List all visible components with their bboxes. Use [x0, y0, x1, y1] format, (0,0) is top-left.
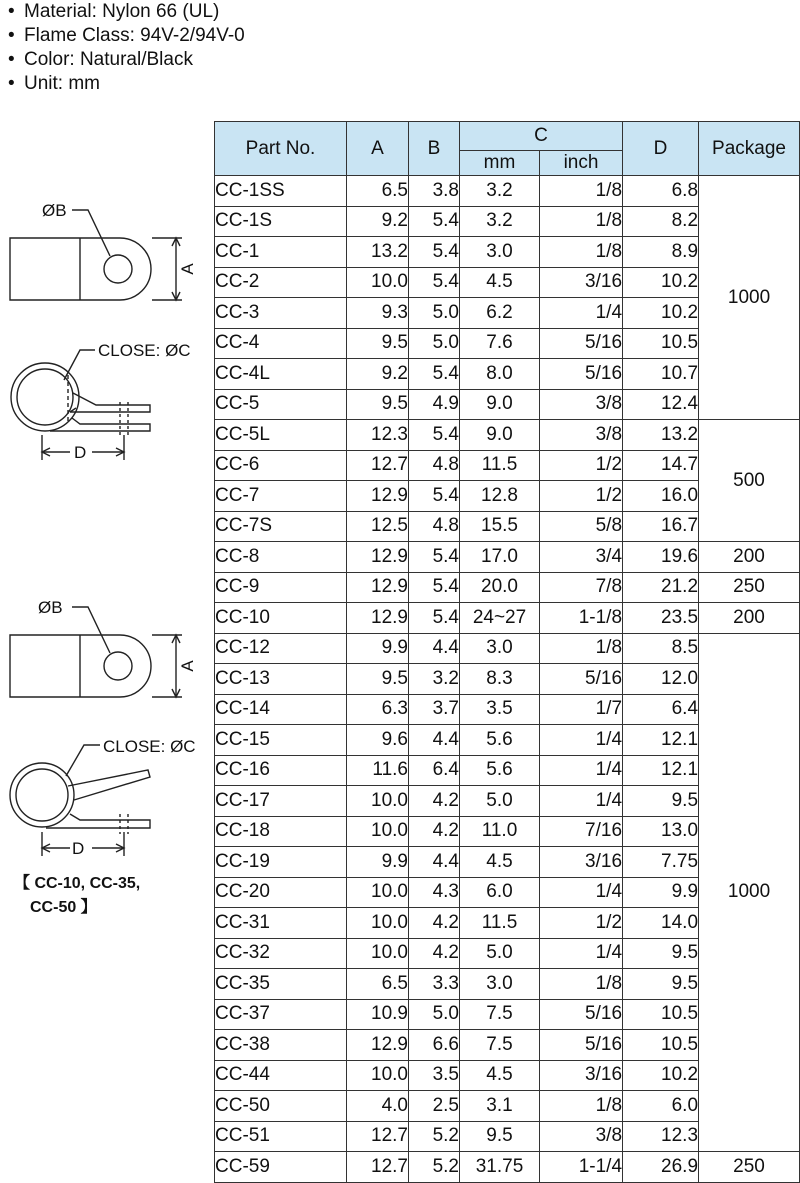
cell-part-no: CC-50 [215, 1091, 347, 1122]
header-a: A [347, 122, 409, 176]
cell-package: 1000 [699, 176, 800, 420]
cell-c-inch: 1/4 [540, 938, 623, 969]
cell-a: 12.9 [347, 603, 409, 634]
cell-c-mm: 8.0 [460, 359, 540, 390]
cell-b: 5.4 [409, 237, 460, 268]
cell-package: 200 [699, 542, 800, 573]
cell-a: 9.5 [347, 389, 409, 420]
table-row [215, 633, 800, 664]
header-b: B [409, 122, 460, 176]
cell-part-no: CC-37 [215, 999, 347, 1030]
spec-item: • Unit: mm [8, 73, 100, 94]
cell-c-inch: 5/16 [540, 999, 623, 1030]
cell-a: 12.3 [347, 420, 409, 451]
cell-c-inch: 1/8 [540, 206, 623, 237]
cell-d: 23.5 [623, 603, 699, 634]
cell-b: 4.4 [409, 725, 460, 756]
cell-b: 3.5 [409, 1060, 460, 1091]
cell-c-inch: 5/16 [540, 359, 623, 390]
cell-b: 3.2 [409, 664, 460, 695]
cell-part-no: CC-38 [215, 1030, 347, 1061]
cell-d: 21.2 [623, 572, 699, 603]
cell-d: 7.75 [623, 847, 699, 878]
spec-item: • Flame Class: 94V-2/94V-0 [8, 25, 245, 46]
cell-c-mm: 15.5 [460, 511, 540, 542]
cell-d: 12.4 [623, 389, 699, 420]
cell-a: 12.9 [347, 542, 409, 573]
cell-d: 10.2 [623, 1060, 699, 1091]
label-a: A [178, 660, 197, 672]
cell-a: 9.9 [347, 633, 409, 664]
cell-c-mm: 3.5 [460, 694, 540, 725]
cell-a: 12.7 [347, 1121, 409, 1152]
cell-a: 6.3 [347, 694, 409, 725]
cell-b: 5.0 [409, 298, 460, 329]
cell-a: 10.9 [347, 999, 409, 1030]
cell-b: 6.4 [409, 755, 460, 786]
cell-d: 8.9 [623, 237, 699, 268]
cell-d: 12.1 [623, 755, 699, 786]
cell-c-inch: 1/2 [540, 450, 623, 481]
cell-a: 11.6 [347, 755, 409, 786]
cell-c-mm: 3.0 [460, 969, 540, 1000]
cell-c-inch: 3/8 [540, 1121, 623, 1152]
cell-part-no: CC-18 [215, 816, 347, 847]
cell-a: 9.2 [347, 359, 409, 390]
cell-c-mm: 9.5 [460, 1121, 540, 1152]
cell-b: 3.7 [409, 694, 460, 725]
cell-c-mm: 20.0 [460, 572, 540, 603]
cell-d: 10.5 [623, 1030, 699, 1061]
cell-b: 5.4 [409, 542, 460, 573]
cell-package: 200 [699, 603, 800, 634]
cell-b: 4.3 [409, 877, 460, 908]
cell-c-inch: 1/8 [540, 176, 623, 207]
cell-part-no: CC-13 [215, 664, 347, 695]
cell-package: 500 [699, 420, 800, 542]
cell-c-mm: 5.0 [460, 786, 540, 817]
cell-d: 6.4 [623, 694, 699, 725]
cell-part-no: CC-10 [215, 603, 347, 634]
cell-d: 12.0 [623, 664, 699, 695]
cell-part-no: CC-4 [215, 328, 347, 359]
cell-c-mm: 11.5 [460, 450, 540, 481]
cell-part-no: CC-2 [215, 267, 347, 298]
bullet: • [8, 73, 15, 94]
cell-a: 10.0 [347, 877, 409, 908]
clamp-drawing [0, 588, 205, 868]
cell-a: 13.2 [347, 237, 409, 268]
cell-c-mm: 4.5 [460, 267, 540, 298]
cell-package: 1000 [699, 633, 800, 1152]
cell-c-mm: 8.3 [460, 664, 540, 695]
cell-package: 250 [699, 572, 800, 603]
cell-part-no: CC-31 [215, 908, 347, 939]
cell-b: 5.2 [409, 1121, 460, 1152]
clamp-loop [11, 363, 79, 431]
cell-d: 19.6 [623, 542, 699, 573]
cell-d: 10.5 [623, 999, 699, 1030]
cell-b: 4.2 [409, 908, 460, 939]
cell-a: 9.5 [347, 664, 409, 695]
table-row [215, 572, 800, 603]
cell-c-inch: 3/16 [540, 1060, 623, 1091]
cell-c-mm: 6.0 [460, 877, 540, 908]
cell-d: 8.5 [623, 633, 699, 664]
cell-part-no: CC-3 [215, 298, 347, 329]
cell-b: 5.4 [409, 206, 460, 237]
cell-b: 5.4 [409, 359, 460, 390]
cell-part-no: CC-7S [215, 511, 347, 542]
cell-b: 5.4 [409, 603, 460, 634]
cell-a: 9.5 [347, 328, 409, 359]
label-close: CLOSE: ØC [103, 737, 196, 756]
cell-c-mm: 24~27 [460, 603, 540, 634]
cell-c-mm: 3.0 [460, 237, 540, 268]
cell-part-no: CC-59 [215, 1152, 347, 1183]
cell-a: 10.0 [347, 267, 409, 298]
cell-part-no: CC-16 [215, 755, 347, 786]
cell-a: 12.5 [347, 511, 409, 542]
cell-c-inch: 3/8 [540, 420, 623, 451]
cell-a: 6.5 [347, 969, 409, 1000]
cell-part-no: CC-14 [215, 694, 347, 725]
table-row [215, 176, 800, 207]
cell-part-no: CC-9 [215, 572, 347, 603]
cell-b: 5.2 [409, 1152, 460, 1183]
table-row [215, 603, 800, 634]
cell-a: 12.9 [347, 1030, 409, 1061]
diagram-caption: 【 CC-10, CC-35, CC-50 】 [14, 875, 141, 916]
cell-a: 12.7 [347, 1152, 409, 1183]
cell-d: 12.1 [623, 725, 699, 756]
label-a: A [178, 263, 197, 275]
cell-c-inch: 1-1/8 [540, 603, 623, 634]
cell-b: 4.2 [409, 816, 460, 847]
cell-b: 4.4 [409, 633, 460, 664]
cell-part-no: CC-1 [215, 237, 347, 268]
cell-d: 9.5 [623, 938, 699, 969]
cell-c-inch: 1/2 [540, 908, 623, 939]
mounting-hole [104, 255, 132, 283]
cell-c-mm: 17.0 [460, 542, 540, 573]
cell-d: 14.0 [623, 908, 699, 939]
cell-a: 10.0 [347, 908, 409, 939]
cell-b: 3.3 [409, 969, 460, 1000]
clamp-diagram-large [0, 588, 205, 868]
spec-list [8, 0, 245, 96]
cell-b: 2.5 [409, 1091, 460, 1122]
cell-c-inch: 5/16 [540, 1030, 623, 1061]
header-c: C [460, 122, 623, 151]
cell-b: 5.4 [409, 267, 460, 298]
cell-b: 5.0 [409, 999, 460, 1030]
cell-d: 14.7 [623, 450, 699, 481]
cell-c-inch: 1/4 [540, 725, 623, 756]
cell-a: 9.2 [347, 206, 409, 237]
cell-a: 9.6 [347, 725, 409, 756]
label-d: D [72, 839, 85, 858]
cell-c-mm: 5.6 [460, 755, 540, 786]
cell-d: 9.9 [623, 877, 699, 908]
cell-d: 10.7 [623, 359, 699, 390]
label-b: ØB [38, 598, 63, 617]
cell-b: 3.8 [409, 176, 460, 207]
cell-a: 6.5 [347, 176, 409, 207]
cell-b: 4.2 [409, 938, 460, 969]
cell-c-inch: 3/16 [540, 847, 623, 878]
cell-b: 5.4 [409, 572, 460, 603]
label-b: ØB [42, 201, 67, 220]
cell-d: 10.2 [623, 267, 699, 298]
cell-c-mm: 7.5 [460, 1030, 540, 1061]
mounting-hole [104, 652, 132, 680]
header-c-mm: mm [460, 151, 540, 176]
table-row [215, 542, 800, 573]
table-row [215, 420, 800, 451]
cell-part-no: CC-35 [215, 969, 347, 1000]
cell-c-inch: 7/16 [540, 816, 623, 847]
cell-a: 12.9 [347, 572, 409, 603]
header-package: Package [699, 122, 800, 176]
cell-part-no: CC-1SS [215, 176, 347, 207]
cell-part-no: CC-32 [215, 938, 347, 969]
cell-c-inch: 1/4 [540, 877, 623, 908]
cell-c-mm: 3.2 [460, 206, 540, 237]
table-body [215, 176, 800, 1183]
cell-c-mm: 7.5 [460, 999, 540, 1030]
cell-b: 5.4 [409, 481, 460, 512]
cell-c-mm: 11.5 [460, 908, 540, 939]
cell-a: 10.0 [347, 938, 409, 969]
cell-c-mm: 4.5 [460, 1060, 540, 1091]
cell-d: 9.5 [623, 969, 699, 1000]
cell-part-no: CC-17 [215, 786, 347, 817]
cell-b: 4.9 [409, 389, 460, 420]
cell-b: 6.6 [409, 1030, 460, 1061]
cell-c-mm: 3.0 [460, 633, 540, 664]
header-d: D [623, 122, 699, 176]
clamp-drawing [0, 190, 205, 470]
cell-d: 16.7 [623, 511, 699, 542]
cell-a: 4.0 [347, 1091, 409, 1122]
cell-c-inch: 1/8 [540, 633, 623, 664]
header-part-no: Part No. [215, 122, 347, 176]
cell-c-mm: 7.6 [460, 328, 540, 359]
cell-c-inch: 1/4 [540, 755, 623, 786]
cell-package: 250 [699, 1152, 800, 1183]
cell-c-mm: 6.2 [460, 298, 540, 329]
cell-c-mm: 4.5 [460, 847, 540, 878]
cell-d: 9.5 [623, 786, 699, 817]
cell-c-inch: 1/2 [540, 481, 623, 512]
cell-c-inch: 1/8 [540, 1091, 623, 1122]
cell-d: 26.9 [623, 1152, 699, 1183]
cell-a: 9.3 [347, 298, 409, 329]
cell-d: 13.2 [623, 420, 699, 451]
cell-part-no: CC-51 [215, 1121, 347, 1152]
cell-c-inch: 3/8 [540, 389, 623, 420]
cell-b: 4.4 [409, 847, 460, 878]
cell-part-no: CC-5 [215, 389, 347, 420]
spec-item: • Material: Nylon 66 (UL) [8, 1, 220, 22]
cell-c-mm: 5.0 [460, 938, 540, 969]
clamp-loop [10, 763, 74, 827]
cell-d: 6.0 [623, 1091, 699, 1122]
label-d: D [74, 443, 87, 462]
cell-c-mm: 9.0 [460, 420, 540, 451]
cell-c-inch: 3/16 [540, 267, 623, 298]
cell-c-inch: 3/4 [540, 542, 623, 573]
cell-c-inch: 5/16 [540, 328, 623, 359]
cell-part-no: CC-8 [215, 542, 347, 573]
cell-part-no: CC-20 [215, 877, 347, 908]
cell-b: 4.2 [409, 786, 460, 817]
cell-part-no: CC-6 [215, 450, 347, 481]
cell-part-no: CC-1S [215, 206, 347, 237]
cell-c-mm: 11.0 [460, 816, 540, 847]
header-c-inch: inch [540, 151, 623, 176]
cell-d: 10.2 [623, 298, 699, 329]
cell-part-no: CC-5L [215, 420, 347, 451]
cell-a: 9.9 [347, 847, 409, 878]
cell-c-mm: 12.8 [460, 481, 540, 512]
cell-part-no: CC-44 [215, 1060, 347, 1091]
bullet: • [8, 25, 15, 46]
cell-b: 5.0 [409, 328, 460, 359]
cell-part-no: CC-15 [215, 725, 347, 756]
cell-b: 5.4 [409, 420, 460, 451]
cell-c-inch: 5/16 [540, 664, 623, 695]
cell-c-inch: 5/8 [540, 511, 623, 542]
cell-c-mm: 31.75 [460, 1152, 540, 1183]
cell-a: 12.9 [347, 481, 409, 512]
cell-d: 6.8 [623, 176, 699, 207]
spec-item: • Color: Natural/Black [8, 49, 193, 70]
cell-c-inch: 1-1/4 [540, 1152, 623, 1183]
cell-d: 8.2 [623, 206, 699, 237]
cell-b: 4.8 [409, 511, 460, 542]
bullet: • [8, 1, 15, 22]
label-close: CLOSE: ØC [98, 341, 191, 360]
cell-c-mm: 9.0 [460, 389, 540, 420]
clamp-diagram-standard [0, 190, 205, 470]
cell-part-no: CC-12 [215, 633, 347, 664]
spec-table [214, 121, 800, 1183]
cell-c-mm: 5.6 [460, 725, 540, 756]
cell-part-no: CC-19 [215, 847, 347, 878]
cell-c-inch: 1/8 [540, 237, 623, 268]
table-row [215, 1152, 800, 1183]
cell-part-no: CC-7 [215, 481, 347, 512]
cell-a: 12.7 [347, 450, 409, 481]
cell-a: 10.0 [347, 786, 409, 817]
cell-d: 13.0 [623, 816, 699, 847]
cell-a: 10.0 [347, 1060, 409, 1091]
cell-c-mm: 3.2 [460, 176, 540, 207]
bullet: • [8, 49, 15, 70]
cell-c-mm: 3.1 [460, 1091, 540, 1122]
cell-c-inch: 1/4 [540, 298, 623, 329]
cell-c-inch: 1/4 [540, 786, 623, 817]
cell-d: 10.5 [623, 328, 699, 359]
cell-c-inch: 1/8 [540, 969, 623, 1000]
cell-c-inch: 7/8 [540, 572, 623, 603]
cell-d: 16.0 [623, 481, 699, 512]
cell-d: 12.3 [623, 1121, 699, 1152]
cell-a: 10.0 [347, 816, 409, 847]
cell-part-no: CC-4L [215, 359, 347, 390]
cell-b: 4.8 [409, 450, 460, 481]
cell-c-inch: 1/7 [540, 694, 623, 725]
